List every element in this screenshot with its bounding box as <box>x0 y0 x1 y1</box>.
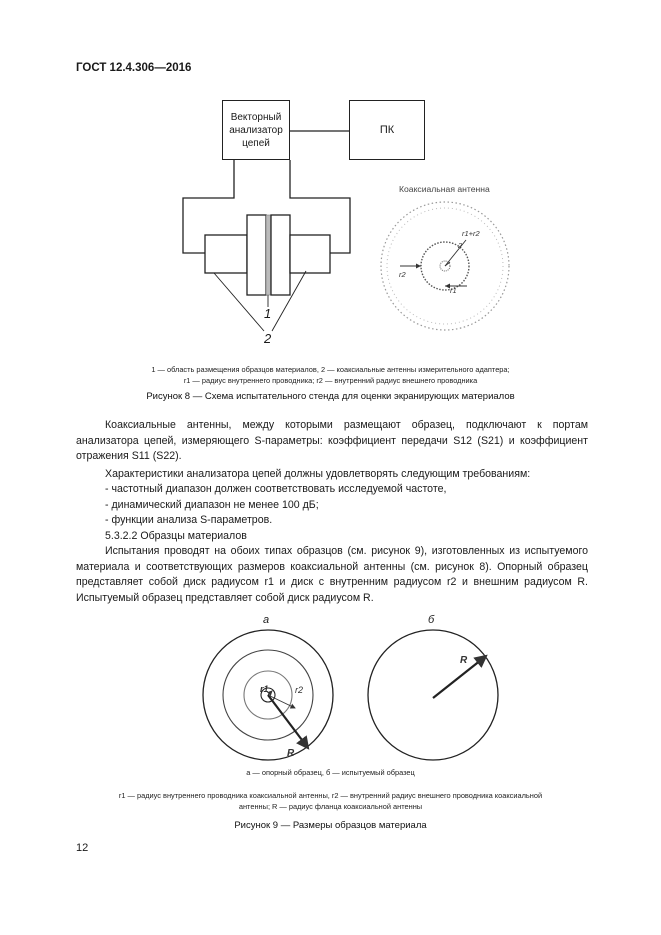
list-item: - функции анализа S-параметров. <box>105 514 273 526</box>
figure9-legend-line2: r1 — радиус внутреннего проводника коаксиальной антенны, r2 — внутренний радиус внешнего проводника коаксиальной <box>118 791 543 800</box>
test-sample <box>368 630 498 760</box>
label-r1: r1 <box>450 286 457 295</box>
figure9-legend-line3: антенны; R — радиус фланца коаксиальной антенны <box>238 802 423 811</box>
label-r1-plus-r2: r1+r2 <box>462 229 480 238</box>
figure8-legend-line2: r1 — радиус внутреннего проводника; r2 — внутренний радиус внешнего проводника <box>183 376 478 385</box>
coaxial-antenna-diagram <box>381 202 509 330</box>
pc-box: ПК <box>349 100 425 160</box>
page-number: 12 <box>76 842 89 854</box>
reference-sample <box>203 630 333 760</box>
label-n2: 2 <box>458 241 463 250</box>
paragraph-samples: Испытания проводят на обоих типах образцов (см. рисунок 9), изготовленных из испытуемого материала и соответствующих размеров коаксиальной антенны (см. рисунок 8). Опорный образец представляет собой диск радиусом r1 и диск с внутренним радиусом r2 и внешним радиусом R. Испытуемый образец представляет собой диск радиусом R. <box>76 545 588 604</box>
left-antenna <box>205 235 247 273</box>
paragraph-coaxial-antennas: Коаксиальные антенны, между которыми размещают образец, подключают к портам анализатора цепей, измеряющего S-параметры: коэффициент передачи S12 (S21) и коэффициент отражения S11 (S22). <box>76 419 588 462</box>
label-a: а <box>263 614 270 626</box>
label-r2: r2 <box>295 685 304 695</box>
paragraph-analyzer-requirements: Характеристики анализатора цепей должны удовлетворять следующим требованиям: <box>105 467 531 480</box>
figure9-caption: Рисунок 9 — Размеры образцов материала <box>234 820 427 831</box>
label-R: R <box>287 748 295 759</box>
list-item: - частотный диапазон должен соответствовать исследуемой частоте, <box>105 483 447 495</box>
label-1: 1 <box>264 306 272 321</box>
list-item: - динамический диапазон не менее 100 дБ; <box>105 498 319 511</box>
coaxial-antenna-title: Коаксиальная антенна <box>399 184 490 194</box>
test-stand-diagram <box>0 0 661 410</box>
figure8-caption: Рисунок 8 — Схема испытательного стенда для оценки экранирующих материалов <box>146 391 515 402</box>
label-r2: r2 <box>399 270 406 279</box>
sample-region <box>266 215 271 295</box>
label-b: б <box>428 614 435 626</box>
right-antenna <box>271 215 290 295</box>
document-header: ГОСТ 12.4.306—2016 <box>76 62 192 74</box>
figure9-legend-line1: а — опорный образец, б — испытуемый образец <box>246 768 415 777</box>
vector-network-analyzer-box: Векторный анализатор цепей <box>222 100 290 160</box>
figure-8 <box>0 0 661 410</box>
label-2: 2 <box>264 331 272 346</box>
figure8-legend-line1: 1 — область размещения образцов материалов, 2 — коаксиальные антенны измерительного адаптера; <box>151 365 510 374</box>
label-r1: r1 <box>260 684 269 694</box>
body-text <box>76 418 588 606</box>
section-heading: 5.3.2.2 Образцы материалов <box>105 529 247 542</box>
figure-9 <box>0 600 661 840</box>
label-R-test: R <box>460 655 468 666</box>
